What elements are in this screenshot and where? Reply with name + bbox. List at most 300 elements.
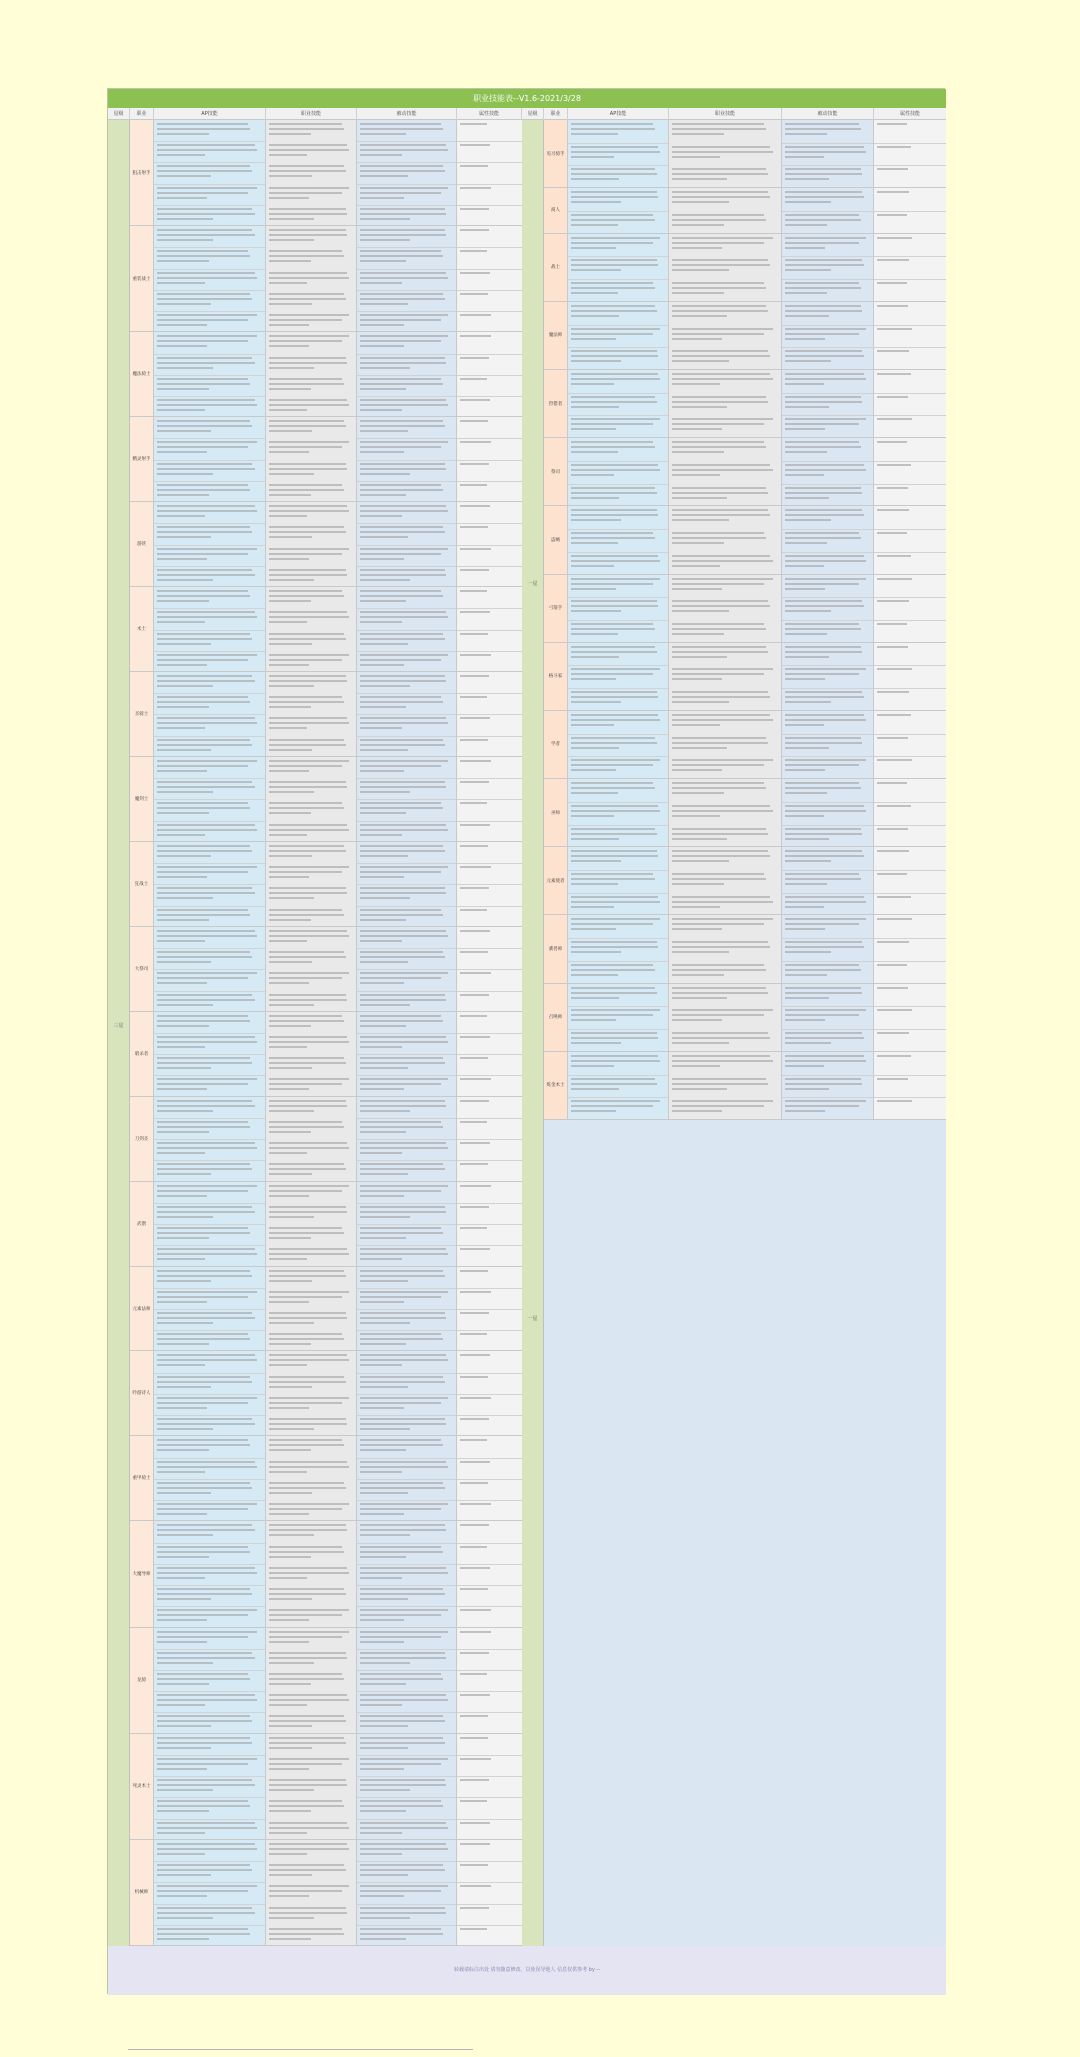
text-line bbox=[157, 1067, 211, 1069]
text-line bbox=[157, 1248, 255, 1250]
job-block bbox=[130, 1840, 522, 1946]
job-block bbox=[544, 575, 946, 643]
text-line bbox=[157, 1742, 252, 1744]
text-line bbox=[460, 1142, 490, 1144]
text-line bbox=[571, 514, 658, 516]
row-separator bbox=[357, 991, 456, 992]
text-line bbox=[360, 165, 443, 167]
text-line bbox=[460, 314, 491, 316]
text-line bbox=[269, 536, 312, 538]
attr-skill-cell bbox=[457, 332, 522, 416]
text-line bbox=[360, 282, 402, 284]
text-line bbox=[571, 383, 614, 385]
text-line bbox=[157, 1195, 207, 1197]
text-line bbox=[460, 505, 490, 507]
job-name: 精灵射手 bbox=[130, 417, 154, 501]
text-line bbox=[672, 588, 722, 590]
text-line bbox=[360, 1843, 446, 1845]
text-line bbox=[571, 1014, 653, 1016]
row-separator bbox=[457, 1245, 522, 1246]
header-attr: 属性技能 bbox=[457, 108, 522, 120]
text-line bbox=[360, 255, 443, 257]
text-line bbox=[157, 170, 252, 172]
text-line bbox=[157, 1258, 205, 1260]
job-skill-cell bbox=[266, 1840, 357, 1945]
text-line bbox=[877, 418, 912, 420]
row-separator bbox=[154, 714, 265, 715]
text-line bbox=[269, 1487, 346, 1489]
text-line bbox=[360, 1524, 445, 1526]
text-line bbox=[571, 156, 614, 158]
text-line bbox=[360, 1567, 446, 1569]
row-separator bbox=[357, 1712, 456, 1713]
text-line bbox=[460, 250, 487, 252]
passive-skill-cell bbox=[782, 234, 874, 301]
text-line bbox=[785, 292, 827, 294]
text-line bbox=[269, 378, 342, 380]
text-line bbox=[785, 333, 859, 335]
text-line bbox=[785, 315, 829, 317]
text-line bbox=[360, 1513, 404, 1515]
text-line bbox=[785, 532, 859, 534]
text-line bbox=[157, 1253, 257, 1255]
text-line bbox=[360, 1938, 406, 1940]
row-separator bbox=[357, 396, 456, 397]
text-line bbox=[157, 314, 257, 316]
text-line bbox=[785, 815, 824, 817]
text-line bbox=[269, 468, 347, 470]
text-line bbox=[157, 1232, 250, 1234]
row-separator bbox=[874, 870, 946, 871]
text-line bbox=[269, 1524, 346, 1526]
text-line bbox=[460, 1800, 487, 1802]
text-line bbox=[360, 1168, 445, 1170]
text-line bbox=[157, 1694, 255, 1696]
text-line bbox=[672, 769, 722, 771]
text-line bbox=[269, 633, 344, 635]
ap-skill-cell bbox=[154, 332, 266, 416]
text-line bbox=[785, 401, 862, 403]
text-line bbox=[157, 399, 255, 401]
text-line bbox=[157, 1126, 250, 1128]
job-skill-cell bbox=[669, 234, 782, 301]
text-line bbox=[460, 781, 489, 783]
row-separator bbox=[357, 1309, 456, 1310]
text-line bbox=[571, 555, 658, 557]
text-line bbox=[571, 242, 653, 244]
text-line bbox=[460, 866, 491, 868]
text-line bbox=[785, 901, 866, 903]
row-separator bbox=[357, 290, 456, 291]
passive-skill-cell bbox=[782, 120, 874, 187]
text-line bbox=[157, 133, 209, 135]
text-line bbox=[157, 807, 250, 809]
text-line bbox=[360, 1206, 445, 1208]
attr-skill-cell bbox=[874, 1052, 946, 1119]
job-name: 巫师 bbox=[544, 779, 568, 846]
text-line bbox=[571, 418, 660, 420]
header-ap: AP技能 bbox=[154, 108, 266, 120]
passive-skill-cell bbox=[357, 226, 457, 331]
text-line bbox=[785, 719, 866, 721]
text-line bbox=[269, 1598, 312, 1600]
row-separator bbox=[154, 1904, 265, 1905]
attr-skill-cell bbox=[874, 234, 946, 301]
text-line bbox=[571, 918, 660, 920]
text-line bbox=[157, 1588, 250, 1590]
row-separator bbox=[782, 211, 873, 212]
text-line bbox=[157, 765, 248, 767]
text-line bbox=[269, 298, 346, 300]
text-line bbox=[360, 1636, 441, 1638]
text-line bbox=[785, 787, 861, 789]
text-line bbox=[460, 1631, 491, 1633]
text-line bbox=[269, 1237, 311, 1239]
text-line bbox=[785, 519, 831, 521]
row-separator bbox=[457, 1288, 522, 1289]
job-block bbox=[544, 506, 946, 574]
text-line bbox=[157, 1598, 211, 1600]
row-separator bbox=[568, 211, 668, 212]
text-line bbox=[460, 1376, 488, 1378]
text-line bbox=[360, 951, 443, 953]
text-line bbox=[360, 876, 404, 878]
text-line bbox=[360, 1418, 445, 1420]
ap-skill-cell bbox=[154, 757, 266, 841]
text-line bbox=[157, 154, 205, 156]
row-separator bbox=[874, 393, 946, 394]
text-line bbox=[571, 355, 658, 357]
text-line bbox=[157, 897, 213, 899]
text-line bbox=[269, 420, 344, 422]
job-name: 魔法骑士 bbox=[130, 332, 154, 416]
text-line bbox=[269, 213, 347, 215]
text-line bbox=[269, 999, 347, 1001]
attr-skill-cell bbox=[457, 1351, 522, 1435]
text-line bbox=[269, 1619, 309, 1621]
text-line bbox=[157, 1041, 257, 1043]
text-line bbox=[269, 303, 312, 305]
passive-skill-cell bbox=[782, 188, 874, 232]
text-line bbox=[360, 1211, 446, 1213]
text-line bbox=[785, 1078, 861, 1080]
passive-skill-cell bbox=[357, 1097, 457, 1181]
row-separator bbox=[357, 1797, 456, 1798]
text-line bbox=[785, 146, 864, 148]
text-line bbox=[269, 1275, 346, 1277]
row-separator bbox=[154, 1649, 265, 1650]
text-line bbox=[672, 464, 770, 466]
text-line bbox=[571, 946, 658, 948]
text-line bbox=[360, 510, 448, 512]
row-separator bbox=[457, 523, 522, 524]
text-line bbox=[785, 673, 859, 675]
text-line bbox=[157, 1131, 209, 1133]
text-line bbox=[571, 168, 655, 170]
text-line bbox=[360, 1046, 402, 1048]
text-line bbox=[785, 310, 862, 312]
text-line bbox=[157, 494, 209, 496]
text-line bbox=[269, 192, 342, 194]
text-line bbox=[360, 1492, 408, 1494]
row-separator bbox=[782, 870, 873, 871]
left-job-table bbox=[108, 120, 522, 1946]
text-line bbox=[360, 781, 445, 783]
text-line bbox=[157, 1895, 207, 1897]
text-line bbox=[269, 1142, 347, 1144]
text-line bbox=[877, 714, 911, 716]
ap-skill-cell bbox=[568, 575, 669, 642]
job-block bbox=[544, 1052, 946, 1120]
text-line bbox=[785, 941, 862, 943]
row-separator bbox=[357, 1882, 456, 1883]
passive-skill-cell bbox=[782, 915, 874, 982]
text-line bbox=[360, 1619, 404, 1621]
text-line bbox=[269, 855, 312, 857]
text-line bbox=[571, 668, 660, 670]
row-separator bbox=[457, 269, 522, 270]
text-line bbox=[360, 1917, 410, 1919]
text-line bbox=[157, 404, 257, 406]
text-line bbox=[571, 678, 616, 680]
text-line bbox=[157, 335, 257, 337]
job-skill-cell bbox=[266, 1267, 357, 1351]
text-line bbox=[269, 123, 342, 125]
text-line bbox=[877, 373, 911, 375]
attr-skill-cell bbox=[874, 120, 946, 187]
text-line bbox=[269, 977, 342, 979]
text-line bbox=[269, 876, 309, 878]
text-line bbox=[460, 845, 488, 847]
text-line bbox=[157, 722, 257, 724]
text-line bbox=[460, 1588, 488, 1590]
text-line bbox=[460, 144, 490, 146]
text-line bbox=[672, 855, 770, 857]
text-line bbox=[269, 1110, 314, 1112]
text-line bbox=[672, 474, 720, 476]
text-line bbox=[269, 940, 307, 942]
text-line bbox=[785, 269, 831, 271]
text-line bbox=[157, 1938, 209, 1940]
text-line bbox=[571, 805, 658, 807]
row-separator bbox=[154, 821, 265, 822]
text-line bbox=[785, 838, 829, 840]
text-line bbox=[269, 1720, 346, 1722]
text-line bbox=[157, 1800, 248, 1802]
text-line bbox=[269, 362, 347, 364]
text-line bbox=[360, 446, 441, 448]
text-line bbox=[460, 1567, 490, 1569]
text-line bbox=[360, 1614, 441, 1616]
text-line bbox=[460, 887, 489, 889]
text-line bbox=[360, 574, 446, 576]
job-block bbox=[130, 1436, 522, 1521]
row-separator bbox=[568, 802, 668, 803]
row-separator bbox=[782, 165, 873, 166]
text-line bbox=[672, 315, 727, 317]
text-line bbox=[360, 600, 406, 602]
text-line bbox=[157, 919, 209, 921]
text-line bbox=[571, 714, 658, 716]
text-line bbox=[571, 287, 655, 289]
text-line bbox=[157, 1301, 207, 1303]
row-separator bbox=[154, 523, 265, 524]
text-line bbox=[877, 578, 912, 580]
row-separator bbox=[357, 1394, 456, 1395]
text-line bbox=[785, 605, 864, 607]
text-line bbox=[360, 1742, 445, 1744]
row-separator bbox=[154, 566, 265, 567]
text-line bbox=[877, 282, 907, 284]
text-line bbox=[157, 1110, 213, 1112]
text-line bbox=[157, 1641, 207, 1643]
header-skill: 职业技能 bbox=[266, 108, 357, 120]
row-separator bbox=[874, 347, 946, 348]
text-line bbox=[672, 923, 764, 925]
text-line bbox=[269, 1805, 344, 1807]
text-line bbox=[269, 951, 344, 953]
text-line bbox=[877, 259, 909, 261]
row-separator bbox=[457, 162, 522, 163]
text-line bbox=[157, 1423, 255, 1425]
text-line bbox=[269, 1195, 309, 1197]
text-line bbox=[269, 1907, 346, 1909]
header-passive-right: 被动技能 bbox=[782, 108, 874, 120]
text-line bbox=[157, 473, 213, 475]
text-line bbox=[360, 633, 443, 635]
text-line bbox=[360, 1258, 402, 1260]
text-line bbox=[360, 1907, 445, 1909]
text-line bbox=[269, 696, 342, 698]
text-line bbox=[672, 151, 773, 153]
row-separator bbox=[357, 184, 456, 185]
text-line bbox=[360, 1737, 443, 1739]
text-line bbox=[157, 1105, 255, 1107]
text-line bbox=[269, 1551, 344, 1553]
text-line bbox=[360, 701, 443, 703]
row-separator bbox=[154, 375, 265, 376]
text-line bbox=[269, 1291, 349, 1293]
text-line bbox=[157, 834, 205, 836]
text-line bbox=[269, 1407, 309, 1409]
text-line bbox=[269, 1662, 314, 1664]
text-line bbox=[571, 941, 657, 943]
text-line bbox=[571, 1083, 657, 1085]
text-line bbox=[672, 360, 729, 362]
text-line bbox=[269, 1333, 342, 1335]
row-separator bbox=[568, 938, 668, 939]
text-line bbox=[360, 1763, 441, 1765]
text-line bbox=[460, 548, 491, 550]
text-line bbox=[785, 196, 864, 198]
text-line bbox=[360, 834, 402, 836]
row-separator bbox=[568, 279, 668, 280]
text-line bbox=[785, 373, 864, 375]
text-line bbox=[157, 1827, 257, 1829]
row-separator bbox=[154, 1203, 265, 1204]
text-line bbox=[269, 569, 346, 571]
job-block bbox=[544, 643, 946, 711]
job-block bbox=[544, 370, 946, 438]
text-line bbox=[360, 977, 441, 979]
row-separator bbox=[357, 1819, 456, 1820]
attr-skill-cell bbox=[457, 927, 522, 1011]
text-line bbox=[672, 828, 766, 830]
text-line bbox=[785, 242, 859, 244]
passive-skill-cell bbox=[782, 370, 874, 437]
text-line bbox=[157, 260, 209, 262]
text-line bbox=[571, 401, 657, 403]
row-separator bbox=[874, 325, 946, 326]
row-separator bbox=[357, 311, 456, 312]
text-line bbox=[360, 1694, 446, 1696]
text-line bbox=[672, 373, 770, 375]
text-line bbox=[360, 1121, 441, 1123]
text-line bbox=[157, 574, 255, 576]
text-line bbox=[460, 909, 487, 911]
text-line bbox=[571, 724, 614, 726]
text-line bbox=[785, 828, 861, 830]
ap-skill-cell bbox=[568, 188, 669, 232]
text-line bbox=[360, 1534, 410, 1536]
text-line bbox=[157, 1652, 252, 1654]
row-separator bbox=[457, 1649, 522, 1650]
text-line bbox=[269, 972, 349, 974]
text-line bbox=[360, 1885, 448, 1887]
row-separator bbox=[154, 1139, 265, 1140]
text-line bbox=[269, 760, 349, 762]
text-line bbox=[571, 792, 618, 794]
text-line bbox=[157, 1147, 257, 1149]
text-line bbox=[360, 1270, 443, 1272]
text-line bbox=[157, 621, 205, 623]
text-line bbox=[157, 1631, 257, 1633]
text-line bbox=[269, 293, 344, 295]
job-block bbox=[544, 984, 946, 1052]
row-separator bbox=[568, 393, 668, 394]
text-line bbox=[877, 350, 909, 352]
text-line bbox=[877, 487, 908, 489]
text-line bbox=[785, 896, 864, 898]
row-separator bbox=[154, 1054, 265, 1055]
text-line bbox=[157, 935, 257, 937]
text-line bbox=[360, 1041, 448, 1043]
job-name: 龙骑 bbox=[130, 1628, 154, 1733]
row-separator bbox=[154, 1309, 265, 1310]
text-line bbox=[785, 191, 862, 193]
row-separator bbox=[568, 1029, 668, 1030]
text-line bbox=[672, 633, 724, 635]
text-line bbox=[672, 605, 770, 607]
text-line bbox=[672, 269, 729, 271]
text-line bbox=[269, 982, 309, 984]
text-line bbox=[460, 930, 490, 932]
text-line bbox=[785, 264, 864, 266]
text-line bbox=[269, 451, 309, 453]
text-line bbox=[269, 722, 349, 724]
text-line bbox=[571, 173, 657, 175]
ap-skill-cell bbox=[154, 1734, 266, 1839]
row-separator bbox=[154, 1330, 265, 1331]
text-line bbox=[672, 328, 773, 330]
text-line bbox=[460, 1333, 487, 1335]
row-separator bbox=[782, 393, 873, 394]
text-line bbox=[269, 1020, 344, 1022]
text-line bbox=[157, 1577, 205, 1579]
text-line bbox=[157, 1291, 257, 1293]
text-line bbox=[269, 1503, 349, 1505]
text-line bbox=[157, 218, 213, 220]
